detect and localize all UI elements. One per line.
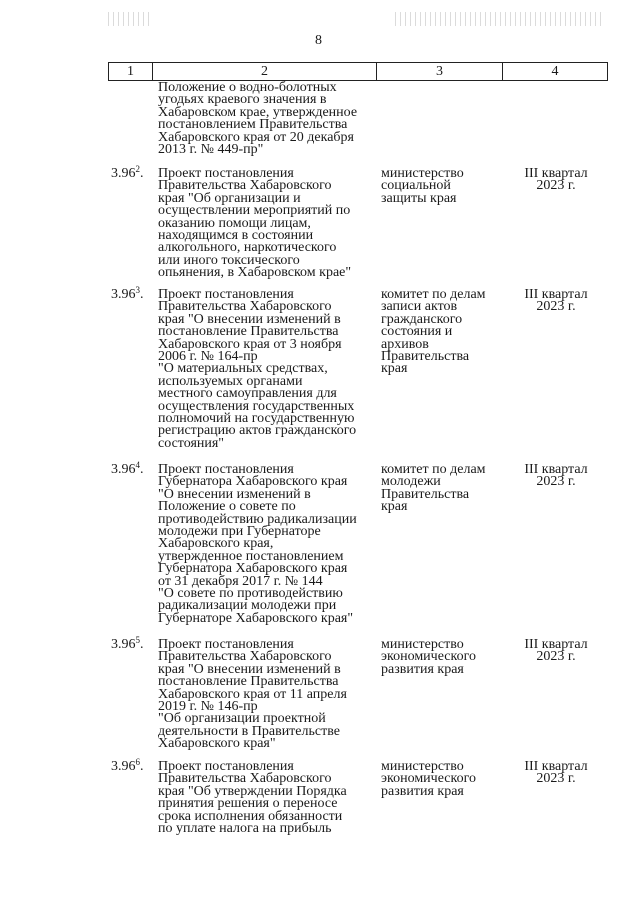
- row-responsible: министерство экономического развития края: [381, 759, 476, 799]
- column-header-4: 4: [503, 63, 608, 81]
- column-header-row: [109, 63, 608, 81]
- row-number-superscript: 2: [135, 164, 140, 174]
- row-deadline: III квартал 2023 г.: [524, 462, 588, 490]
- row-responsible: комитет по делам молодежи Правительства края: [381, 462, 486, 515]
- row-document-title: Проект постановления Правительства Хабаровского края "Об организации и осуществлении мероприятий по оказанию помощи лицам, находящимся в состоянии алкогольного, наркотического или иного токсического опьянения, в Хабаровском крае": [158, 166, 352, 281]
- column-header-2: 2: [153, 63, 377, 81]
- scan-artifact-left: [108, 12, 152, 26]
- row-number: 3.96$^6$.: [111, 757, 144, 774]
- page-number: 8: [315, 33, 322, 48]
- row-number-superscript: 4: [135, 460, 140, 470]
- continuation-text: Положение о водно-болотных угодьях краевого значения в Хабаровском крае, утвержденное постановлением Правительства Хабаровского края от 20 декабря 2013 г. № 449-пр": [158, 80, 358, 158]
- row-number-superscript: 6: [135, 757, 140, 767]
- column-header-table: [108, 62, 608, 81]
- row-responsible: комитет по делам записи актов гражданского состояния и архивов Правительства края: [381, 287, 486, 377]
- row-number-superscript: 3: [135, 285, 140, 295]
- row-deadline: III квартал 2023 г.: [524, 287, 588, 315]
- row-number: 3.96$^2$.: [111, 164, 144, 181]
- row-number: 3.96$^3$.: [111, 285, 144, 302]
- row-document-title: Проект постановления Правительства Хабаровского края "Об утверждении Порядка принятия решения о переносе срока исполнения обязанности по уплате налога на прибыль: [158, 759, 347, 837]
- column-header-1: 1: [109, 63, 153, 81]
- row-document-title: Проект постановления Правительства Хабаровского края "О внесении изменений в постановление Правительства Хабаровского края от 3 ноября 2006 г. № 164-пр "О материальных средствах, используемых органами местного самоуправления для осуществления государственных полномочий на государственную регистрацию актов гражданского состояния": [158, 287, 357, 451]
- row-responsible: министерство социальной защиты края: [381, 166, 464, 206]
- row-deadline: III квартал 2023 г.: [524, 637, 588, 665]
- row-document-title: Проект постановления Правительства Хабаровского края "О внесении изменений в постановление Правительства Хабаровского края от 11 апреля 2019 г. № 146-пр "Об организации проектной деятельности в Правительстве Хабаровского края": [158, 637, 347, 752]
- row-document-title: Проект постановления Губернатора Хабаровского края "О внесении изменений в Положение о совете по противодействию радикализации молодежи при Губернаторе Хабаровского края, утвержденное постановлением Губернатора Хабаровского края от 31 декабря 2017 г. № 144 "О совете по противодействию радикализации молодежи при Губернаторе Хабаровского края": [158, 462, 357, 626]
- row-number-superscript: 5: [135, 635, 140, 645]
- row-number: 3.96$^5$.: [111, 635, 144, 652]
- row-responsible: министерство экономического развития края: [381, 637, 476, 677]
- row-deadline: III квартал 2023 г.: [524, 166, 588, 194]
- column-header-3: 3: [377, 63, 503, 81]
- row-number: 3.96$^4$.: [111, 460, 144, 477]
- row-deadline: III квартал 2023 г.: [524, 759, 588, 787]
- scan-artifact-right: [395, 12, 605, 26]
